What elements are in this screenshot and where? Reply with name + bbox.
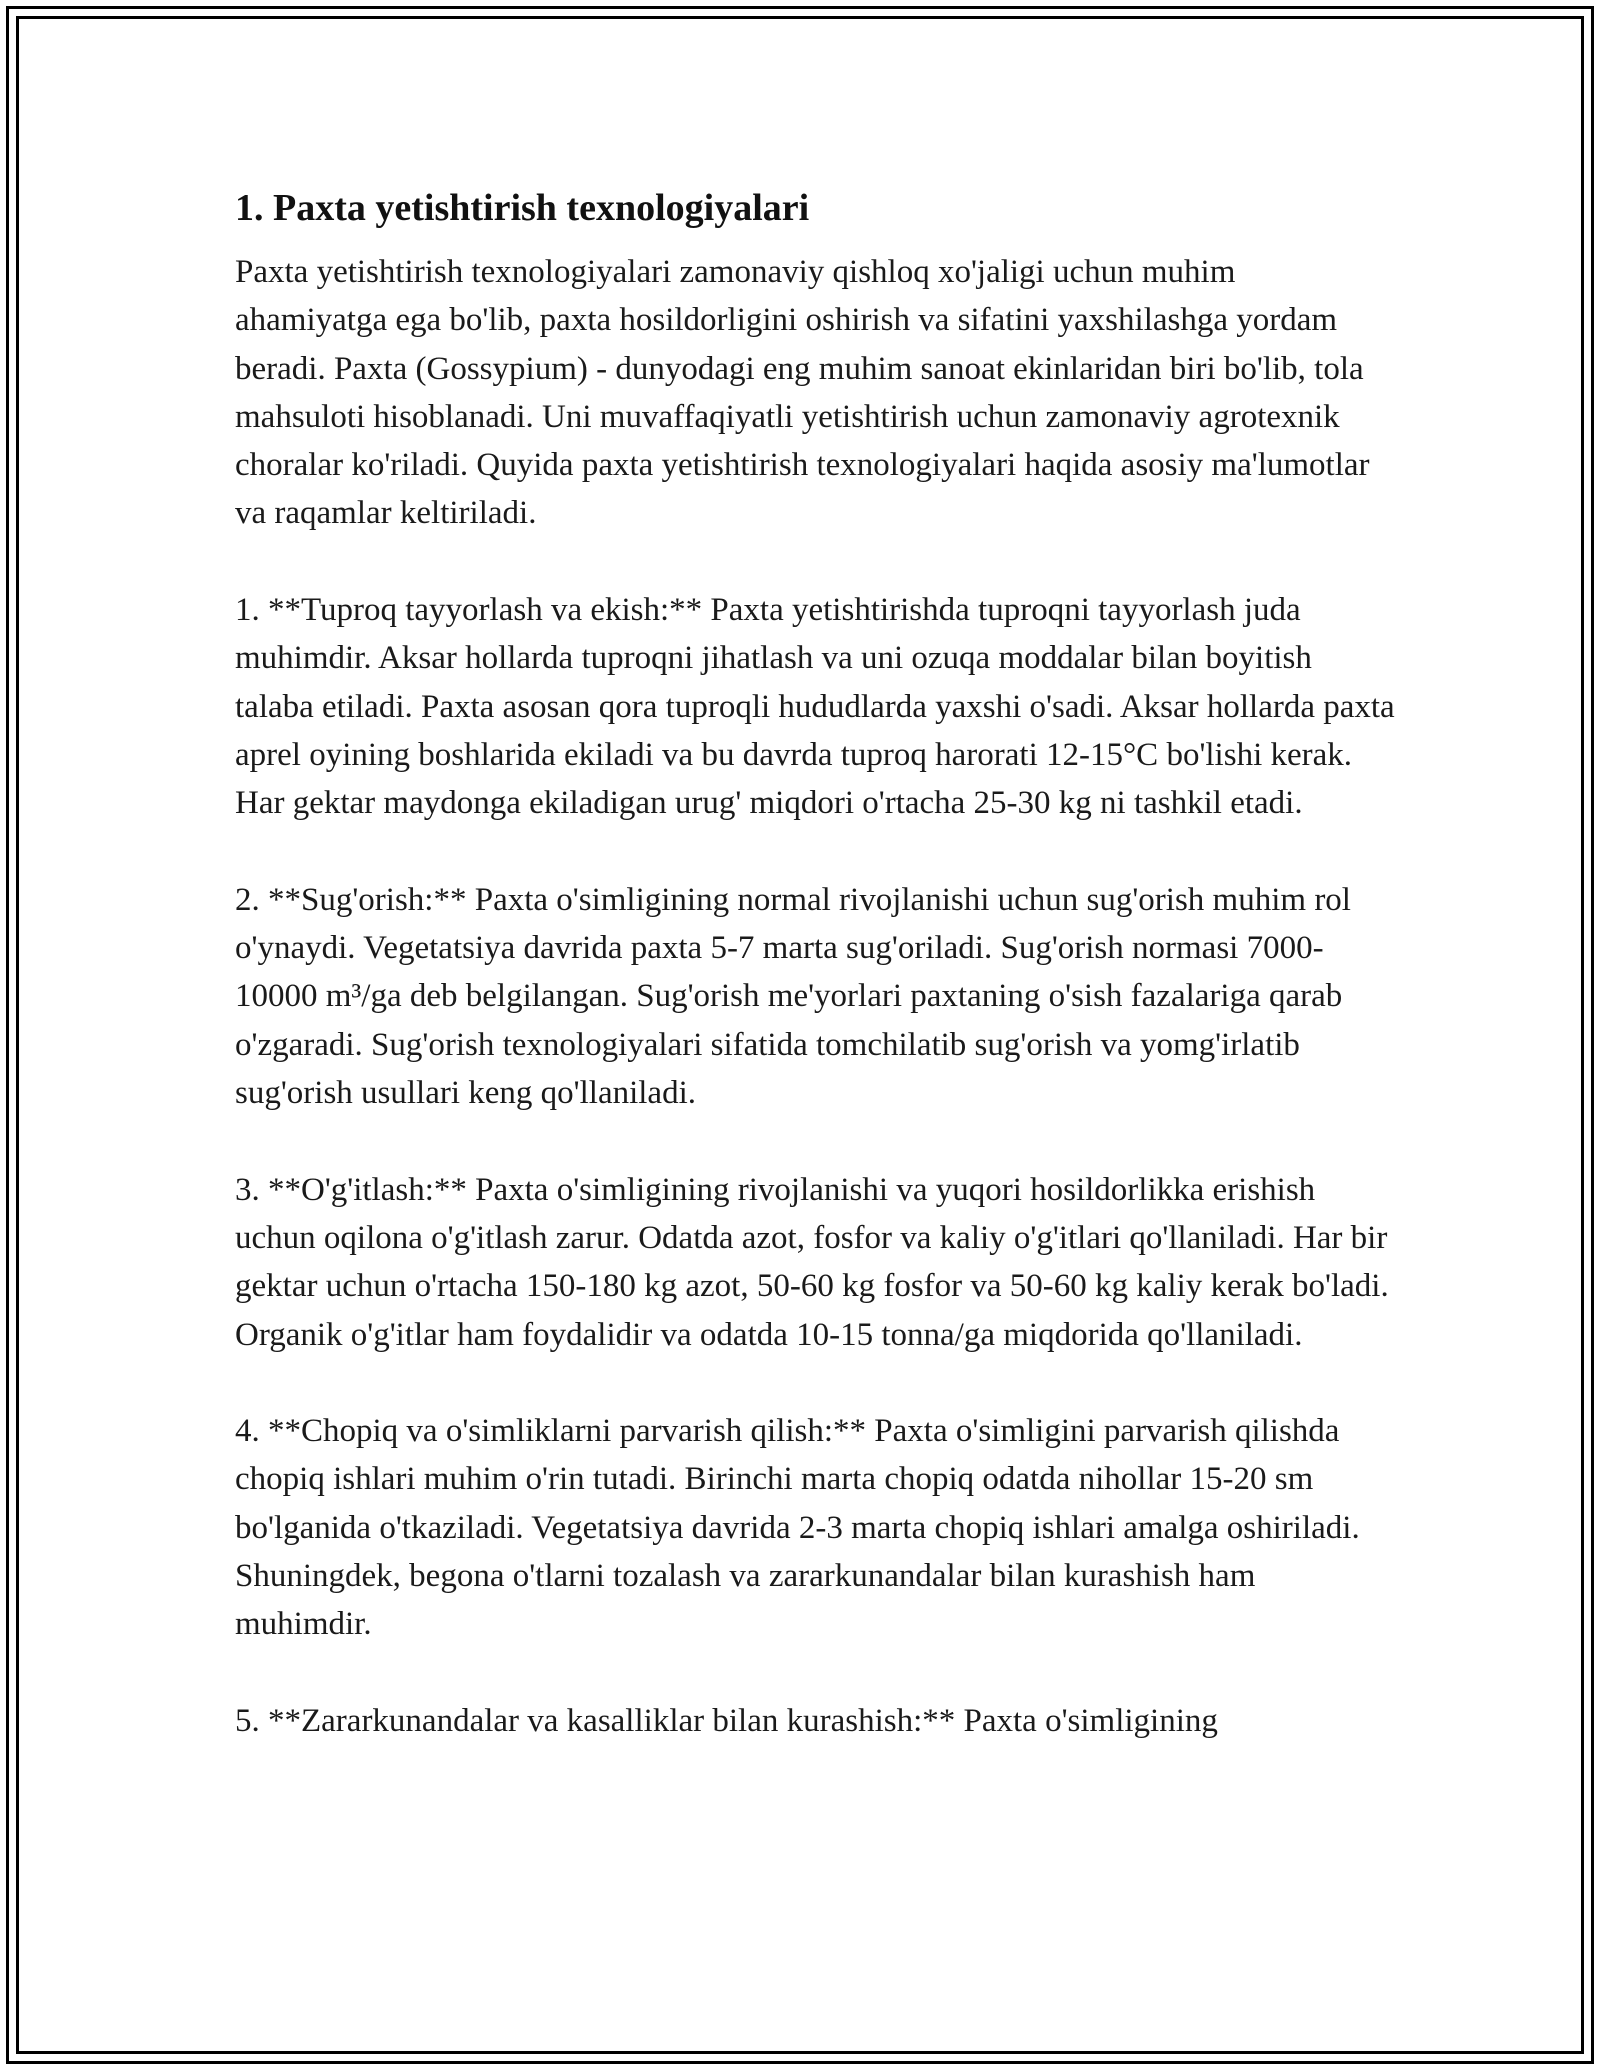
- pest-control-paragraph: 5. **Zararkunandalar va kasalliklar bilan kurashish:** Paxta o'simligining: [235, 1702, 1218, 1739]
- intro-paragraph: Paxta yetishtirish texnologiyalari zamonaviy qishloq xo'jaligi uchun muhim ahamiyatga ega bo'lib, paxta hosildorligini oshirish va sifatini yaxshilashga yordam beradi. Paxta (Gossypium) - dunyodagi eng muhim sanoat ekinlaridan biri bo'lib, tola mahsuloti hisoblanadi. Uni muvaffaqiyatli yetishtirish uchun zamonaviy agrotexnik choralar ko'riladi. Quyida paxta yetishtirish texnologiyalari haqida asosiy ma'lumotlar va raqamlar keltiriladi.: [235, 254, 1370, 532]
- cultivation-paragraph: 4. **Chopiq va o'simliklarni parvarish qilish:** Paxta o'simligini parvarish qilishda chopiq ishlari muhim o'rin tutadi. Birinchi marta chopiq odatda nihollar 15-20 sm bo'lganida o'tkaziladi. Vegetatsiya davrida 2-3 marta chopiq ishlari amalga oshiriladi. Shuningdek, begona o'tlarni tozalash va zararkunandalar bilan kurashish ham muhimdir.: [235, 1413, 1360, 1643]
- fertilization-paragraph: 3. **O'g'itlash:** Paxta o'simligining rivojlanishi va yuqori hosildorlikka erishish uchun oqilona o'g'itlash zarur. Odatda azot, fosfor va kaliy o'g'itlari qo'llaniladi. Har bir gektar uchun o'rtacha 150-180 kg azot, 50-60 kg fosfor va 50-60 kg kaliy kerak bo'ladi. Organik o'g'itlar ham foydalidir va odatda 10-15 tonna/ga miqdorida qo'llaniladi.: [235, 1171, 1389, 1353]
- section-heading: 1. Paxta yetishtirish texnologiyalari: [235, 187, 810, 229]
- irrigation-paragraph: 2. **Sug'orish:** Paxta o'simligining normal rivojlanishi uchun sug'orish muhim rol o'ynaydi. Vegetatsiya davrida paxta 5-7 marta sug'oriladi. Sug'orish normasi 7000-10000 m³/ga deb belgilangan. Sug'orish me'yorlari paxtaning o'sish fazalariga qarab o'zgaradi. Sug'orish texnologiyalari sifatida tomchilatib sug'orish va yomg'irlatib sug'orish usullari keng qo'llaniladi.: [235, 881, 1351, 1112]
- document-body: [235, 184, 1395, 1794]
- soil-preparation-paragraph: 1. **Tuproq tayyorlash va ekish:** Paxta yetishtirishda tuproqni tayyorlash juda muhimdir. Aksar hollarda tuproqni jihatlash va uni ozuqa moddalar bilan boyitish talaba etiladi. Paxta asosan qora tuproqli hududlarda yaxshi o'sadi. Aksar hollarda paxta aprel oyining boshlarida ekiladi va bu davrda tuproq harorati 12-15°C bo'lishi kerak. Har gektar maydonga ekiladigan urug' miqdori o'rtacha 25-30 kg ni tashkil etadi.: [235, 592, 1395, 822]
